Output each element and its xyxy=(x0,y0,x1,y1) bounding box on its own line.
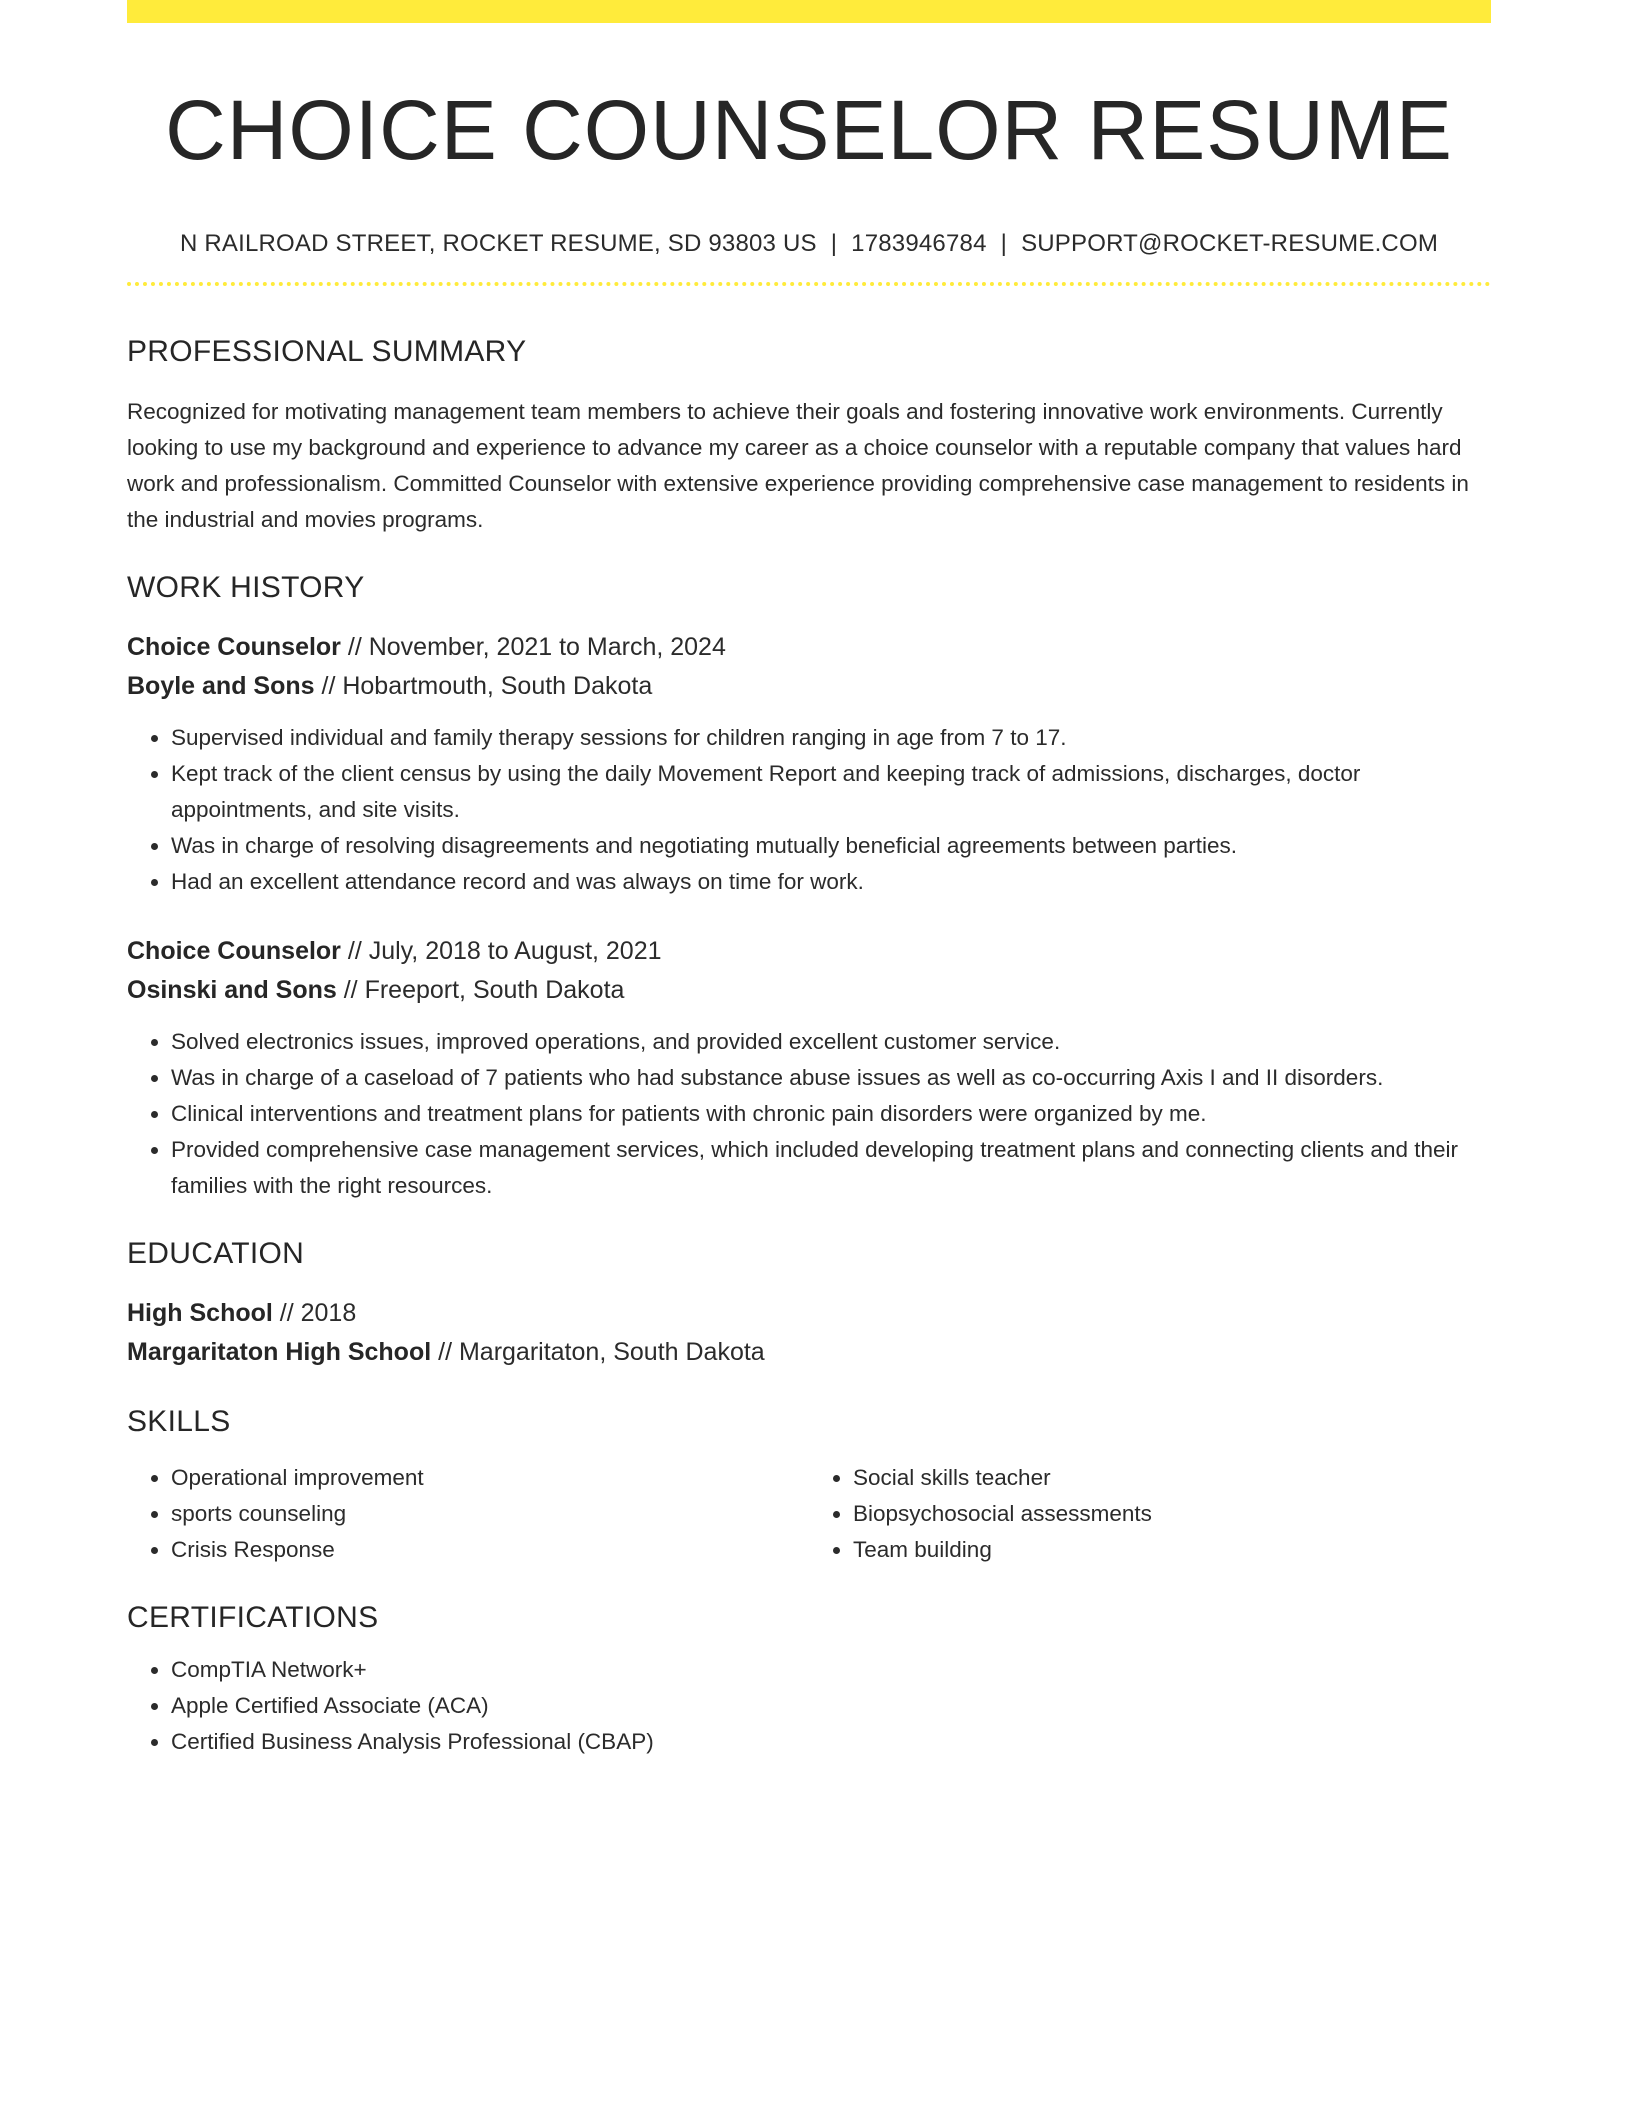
job-company: Boyle and Sons xyxy=(127,672,315,700)
education-degree: High School xyxy=(127,1299,273,1327)
certifications-heading: CERTIFICATIONS xyxy=(127,1601,379,1634)
list-item: • Had an excellent attendance record and was always on time for work. xyxy=(171,864,1491,900)
job-dates: // November, 2021 to March, 2024 xyxy=(340,633,726,661)
job-dates: // July, 2018 to August, 2021 xyxy=(340,937,662,965)
education-school: Margaritaton High School xyxy=(127,1338,432,1366)
education-degree-line xyxy=(127,1294,1491,1333)
skills-grid xyxy=(127,1460,1491,1568)
job-location: // Hobartmouth, South Dakota xyxy=(314,672,653,700)
resume-content xyxy=(127,0,1491,1760)
job-bullets xyxy=(127,720,1491,900)
job-company-line xyxy=(127,667,1491,706)
job-company: Osinski and Sons xyxy=(127,976,337,1004)
contact-address: N RAILROAD STREET, ROCKET RESUME, SD 93803 US xyxy=(179,230,817,257)
list-item: • Provided comprehensive case management services, which included developing treatment plans and connecting clients and their families with the right resources. xyxy=(171,1132,1491,1204)
list-item: • sports counseling xyxy=(171,1496,809,1532)
contact-separator: | xyxy=(1000,230,1008,257)
job-entry xyxy=(127,628,1491,900)
education-school-line xyxy=(127,1333,1491,1372)
certifications-list xyxy=(127,1652,1491,1760)
list-item: • Certified Business Analysis Professional (CBAP) xyxy=(171,1724,1491,1760)
summary-heading: PROFESSIONAL SUMMARY xyxy=(127,335,527,368)
list-item: • Crisis Response xyxy=(171,1532,809,1568)
header-divider xyxy=(127,282,1491,286)
summary-text: Recognized for motivating management team members to achieve their goals and fostering innovative work environments. Currently looking to use my background and experience to advance my career as a choice counselor with a reputable company that values hard work and professionalism. Committed Counselor with extensive experience providing comprehensive case management to residents in the industrial and movies programs. xyxy=(127,399,1469,532)
contact-phone: 1783946784 xyxy=(851,230,987,257)
list-item: • Was in charge of resolving disagreements and negotiating mutually beneficial agreements between parties. xyxy=(171,828,1491,864)
contact-email: SUPPORT@ROCKET-RESUME.COM xyxy=(1021,230,1439,257)
list-item: • Kept track of the client census by using the daily Movement Report and keeping track of admissions, discharges, doctor appointments, and site visits. xyxy=(171,756,1491,828)
list-item: • Was in charge of a caseload of 7 patients who had substance abuse issues as well as co-occurring Axis I and II disorders. xyxy=(171,1060,1491,1096)
job-company-line xyxy=(127,971,1491,1010)
skills-column-left xyxy=(127,1460,809,1568)
education-year: // 2018 xyxy=(272,1299,357,1327)
list-item: • Solved electronics issues, improved operations, and provided excellent customer service. xyxy=(171,1024,1491,1060)
resume-title: CHOICE COUNSELOR RESUME xyxy=(165,83,1453,177)
education-location: // Margaritaton, South Dakota xyxy=(431,1338,765,1366)
list-item: • Supervised individual and family therapy sessions for children ranging in age from 7 to 17. xyxy=(171,720,1491,756)
list-item: • Operational improvement xyxy=(171,1460,809,1496)
list-item: • Biopsychosocial assessments xyxy=(853,1496,1491,1532)
skills-heading: SKILLS xyxy=(127,1405,231,1438)
list-item: • Social skills teacher xyxy=(853,1460,1491,1496)
job-title-line xyxy=(127,628,1491,667)
list-item: • Team building xyxy=(853,1532,1491,1568)
job-title: Choice Counselor xyxy=(127,633,341,661)
list-item: • Clinical interventions and treatment plans for patients with chronic pain disorders were organized by me. xyxy=(171,1096,1491,1132)
list-item: • Apple Certified Associate (ACA) xyxy=(171,1688,1491,1724)
job-title: Choice Counselor xyxy=(127,937,341,965)
education-heading: EDUCATION xyxy=(127,1237,305,1270)
job-bullets xyxy=(127,1024,1491,1204)
contact-separator: | xyxy=(830,230,838,257)
skills-column-right xyxy=(809,1460,1491,1568)
contact-line xyxy=(127,228,1491,260)
work-history-heading: WORK HISTORY xyxy=(127,571,365,604)
job-entry xyxy=(127,932,1491,1204)
list-item: • CompTIA Network+ xyxy=(171,1652,1491,1688)
job-title-line xyxy=(127,932,1491,971)
education-entry xyxy=(127,1294,1491,1372)
job-location: // Freeport, South Dakota xyxy=(336,976,625,1004)
